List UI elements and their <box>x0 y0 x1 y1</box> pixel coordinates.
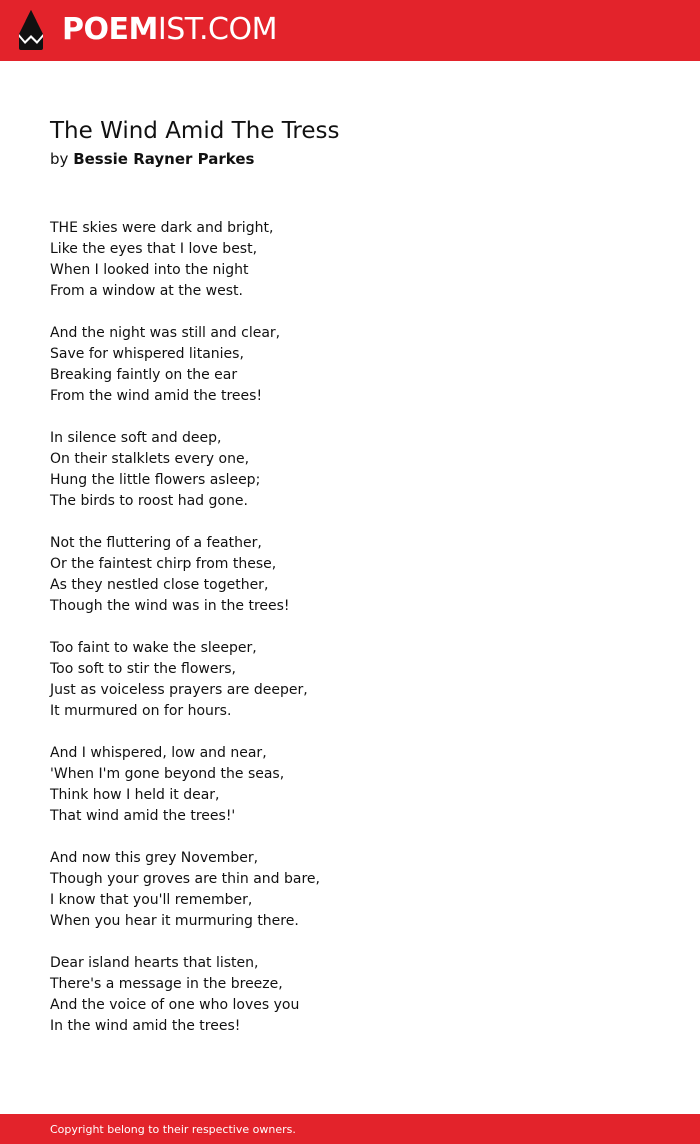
poem-line: The birds to roost had gone. <box>50 493 248 509</box>
poem-line: From the wind amid the trees! <box>50 388 263 404</box>
stanza <box>50 638 650 722</box>
poem-line: And the night was still and clear, <box>50 325 281 341</box>
poem-line: In silence soft and deep, <box>50 430 222 446</box>
poem-line: Just as voiceless prayers are deeper, <box>50 682 308 698</box>
site-header <box>0 0 700 61</box>
pencil-tip-icon <box>16 8 46 52</box>
poem-line: Or the faintest chirp from these, <box>50 556 277 572</box>
copyright-notice: Copyright belong to their respective owners. <box>50 1123 296 1136</box>
poem-line: And now this grey November, <box>50 850 259 866</box>
poem-body <box>50 218 650 1058</box>
poem-line: Breaking faintly on the ear <box>50 367 238 383</box>
logo-text-light: IST.COM <box>157 12 277 47</box>
logo-text-bold: POEM <box>62 12 158 47</box>
poem-title: The Wind Amid The Tress <box>50 118 340 144</box>
poem-line: In the wind amid the trees! <box>50 1018 241 1034</box>
stanza <box>50 533 650 617</box>
site-logo[interactable] <box>16 8 277 52</box>
poem-line: There's a message in the breeze, <box>50 976 283 992</box>
stanza <box>50 953 650 1037</box>
stanza <box>50 428 650 512</box>
poem-line: Too faint to wake the sleeper, <box>50 640 257 656</box>
stanza <box>50 848 650 932</box>
poem-author[interactable]: Bessie Rayner Parkes <box>73 150 255 168</box>
poem-line: Dear island hearts that listen, <box>50 955 259 971</box>
poem-line: When I looked into the night <box>50 262 249 278</box>
poem-line: And I whispered, low and near, <box>50 745 267 761</box>
poem-line: Hung the little flowers asleep; <box>50 472 261 488</box>
poem-line: From a window at the west. <box>50 283 243 299</box>
stanza <box>50 323 650 407</box>
poem-line: THE skies were dark and bright, <box>50 220 274 236</box>
stanza <box>50 218 650 302</box>
poem-line: Not the fluttering of a feather, <box>50 535 262 551</box>
poem-line: I know that you'll remember, <box>50 892 253 908</box>
poem-line: That wind amid the trees!' <box>50 808 236 824</box>
poem-byline <box>50 148 254 170</box>
poem-line: Think how I held it dear, <box>50 787 220 803</box>
poem-line: And the voice of one who loves you <box>50 997 300 1013</box>
byline-prefix: by <box>50 150 69 168</box>
poem-line: Though the wind was in the trees! <box>50 598 290 614</box>
site-logo-text <box>62 8 277 52</box>
poem-line: Like the eyes that I love best, <box>50 241 258 257</box>
site-footer <box>0 1114 700 1144</box>
poem-line: 'When I'm gone beyond the seas, <box>50 766 285 782</box>
poem-line: Save for whispered litanies, <box>50 346 244 362</box>
poem-line: On their stalklets every one, <box>50 451 250 467</box>
poem-line: Too soft to stir the flowers, <box>50 661 236 677</box>
poem-line: When you hear it murmuring there. <box>50 913 299 929</box>
poem-line: It murmured on for hours. <box>50 703 232 719</box>
poem-line: Though your groves are thin and bare, <box>50 871 320 887</box>
stanza <box>50 743 650 827</box>
poem-line: As they nestled close together, <box>50 577 269 593</box>
